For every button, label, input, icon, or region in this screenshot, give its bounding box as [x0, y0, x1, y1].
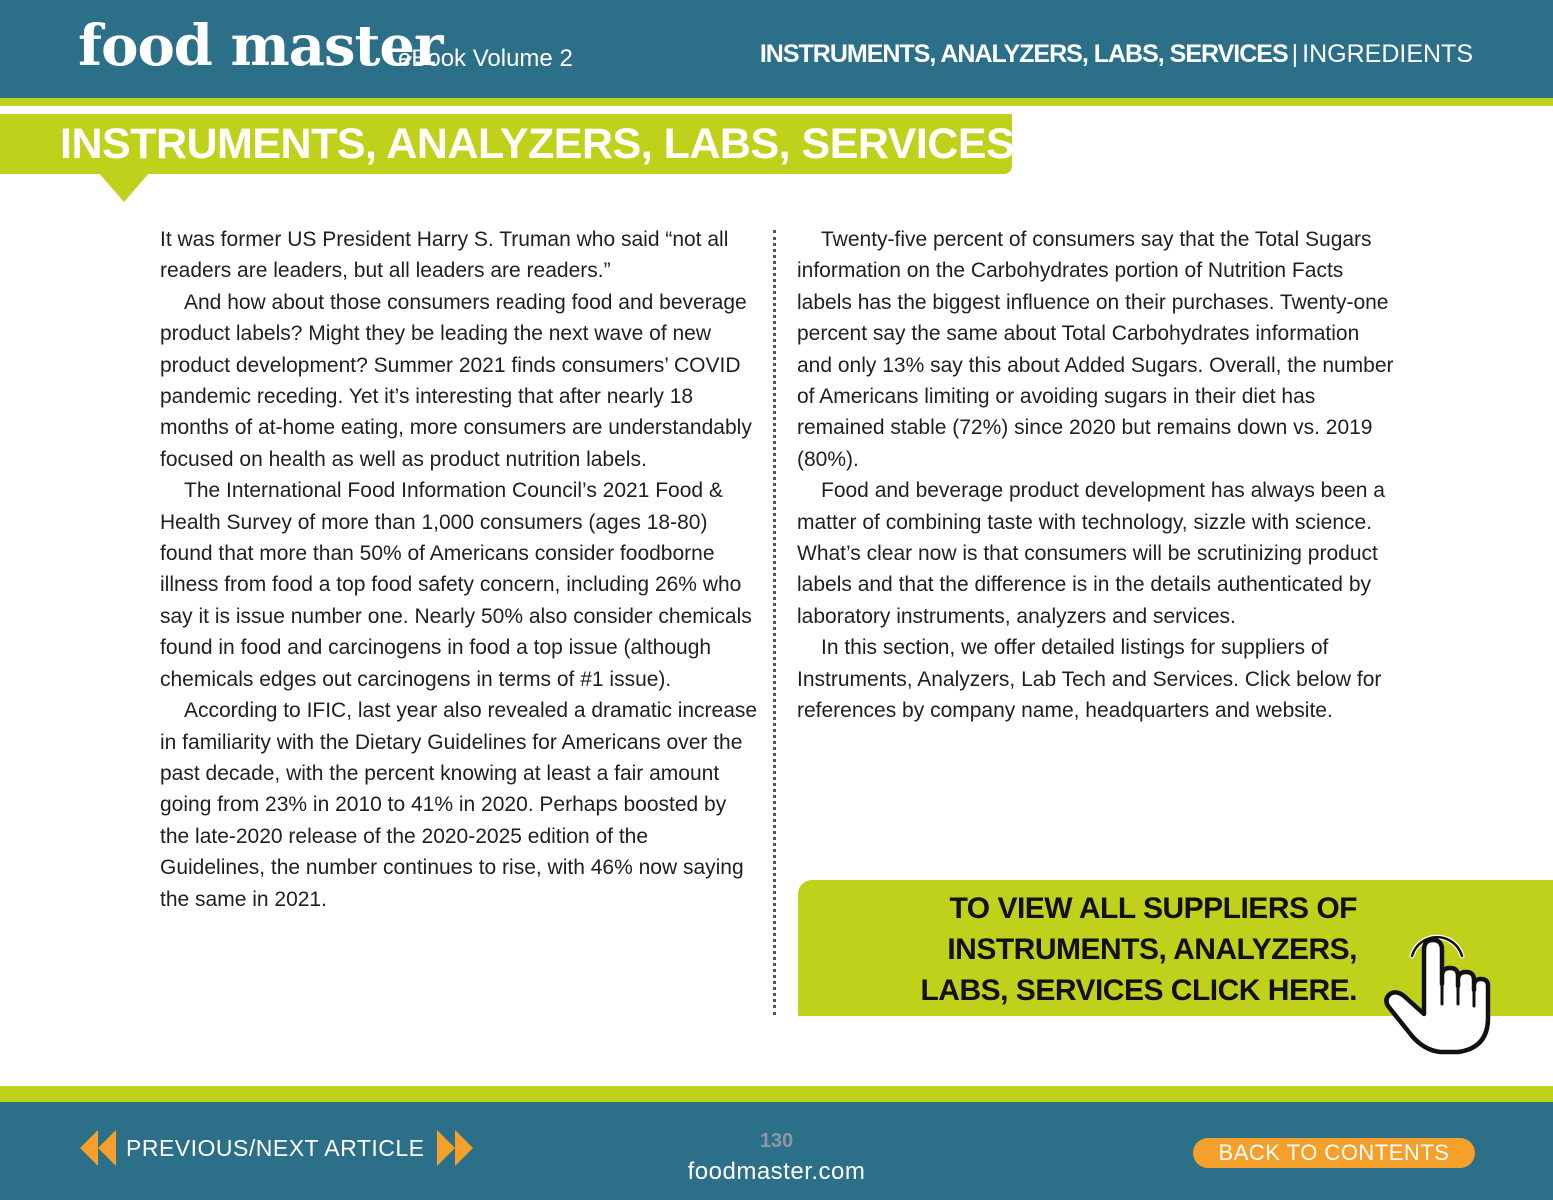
paragraph: In this section, we offer detailed listings for suppliers of Instruments, Analyzers, Lab Tech and Services. Click below for references by company name, headquarters and website.	[797, 636, 1382, 723]
paragraph: According to IFIC, last year also revealed a dramatic increase in familiarity with the Dietary Guidelines for Americans over the past decade, with the percent knowing at least a fair amount going from 23% in 2010 to 41% in 2020. Perhaps boosted by the late-2020 release of the 2020-2025 edition of the Guidelines, the number continues to rise, with 46% now saying the same in 2021.	[160, 699, 758, 911]
section-title: INSTRUMENTS, ANALYZERS, LABS, SERVICES	[60, 120, 1015, 168]
logo: food master	[78, 13, 443, 79]
cta-line: TO VIEW ALL SUPPLIERS OF	[949, 892, 1357, 925]
cta-line: INSTRUMENTS, ANALYZERS,	[947, 933, 1357, 966]
breadcrumb	[760, 39, 1473, 69]
cta-text	[837, 888, 1357, 1011]
pointing-hand-icon[interactable]	[1378, 914, 1498, 1058]
website-link[interactable]: foodmaster.com	[687, 1158, 866, 1185]
paragraph: And how about those consumers reading food and beverage product labels? Might they be leading the next wave of new product development? Summer 2021 finds consumers’ COVID pandemic receding. Yet it’s interesting that after nearly 18 months of at-home eating, more consumers are understandably focused on health as well as product nutrition labels.	[160, 290, 752, 471]
paragraph: It was former US President Harry S. Truman who said “not all readers are leaders, but all leaders are readers.”	[160, 228, 729, 283]
breadcrumb-section[interactable]: INSTRUMENTS, ANALYZERS, LABS, SERVICES	[759, 40, 1288, 68]
header-accent-stripe	[0, 98, 1553, 106]
footer-accent-stripe	[0, 1086, 1553, 1102]
breadcrumb-separator: |	[1291, 40, 1299, 68]
cta-line: LABS, SERVICES CLICK HERE.	[920, 974, 1357, 1007]
page-number: 130	[759, 1130, 794, 1152]
prev-next-label[interactable]: PREVIOUS/NEXT ARTICLE	[126, 1134, 425, 1161]
column-divider	[773, 230, 776, 1015]
paragraph: Twenty-five percent of consumers say that the Total Sugars information on the Carbohydrates portion of Nutrition Facts labels has the biggest influence on their purchases. Twenty-one percent say the same about Total Carbohydrates information and only 13% say this about Added Sugars. Overall, the number of Americans limiting or avoiding sugars in their diet has remained stable (72%) since 2020 but remains down vs. 2019 (80%).	[797, 228, 1394, 471]
breadcrumb-category[interactable]: INGREDIENTS	[1302, 40, 1473, 68]
paragraph: Food and beverage product development has always been a matter of combining taste with technology, sizzle with science. What’s clear now is that consumers will be scrutinizing product labels and that the difference is in the details authenticated by laboratory instruments, analyzers and services.	[797, 479, 1385, 628]
banner-pointer	[98, 172, 150, 202]
back-to-contents-button[interactable]: BACK TO CONTENTS	[1193, 1138, 1475, 1168]
paragraph: The International Food Information Council’s 2021 Food & Health Survey of more than 1,000 consumers (ages 18-80) found that more than 50% of Americans consider foodborne illness from food a top food safety concern, including 26% who say it is issue number one. Nearly 50% also consider chemicals found in food and carcinogens in food a top issue (although chemicals edges out carcinogens in terms of #1 issue).	[160, 479, 752, 691]
ebook-volume: eBook Volume 2	[398, 45, 573, 72]
article-column-right	[797, 224, 1397, 727]
article-column-left	[160, 224, 758, 915]
